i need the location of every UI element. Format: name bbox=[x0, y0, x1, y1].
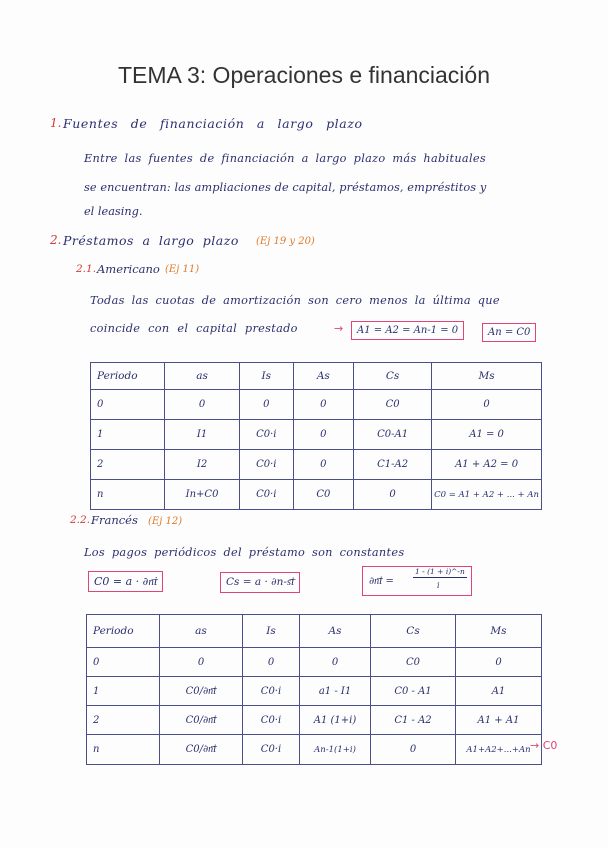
table-cell: I1 bbox=[165, 420, 240, 450]
table-cell: A1 bbox=[456, 677, 542, 706]
frances-formula-pending-capital: Cs = a · ∂n-s͞i bbox=[220, 572, 300, 593]
table-cell: C0 = A1 + A2 + ... + An bbox=[432, 480, 542, 510]
americano-amortization-table bbox=[90, 362, 542, 510]
frances-body: Los pagos periódicos del préstamo son constantes bbox=[84, 546, 405, 559]
subsection-americano-title: Americano bbox=[97, 262, 160, 276]
table-header-row bbox=[91, 363, 542, 390]
table-cell: In+C0 bbox=[165, 480, 240, 510]
table-header-cell: as bbox=[165, 363, 240, 390]
table-cell: I2 bbox=[165, 450, 240, 480]
table-cell: A1 + A1 bbox=[456, 706, 542, 735]
americano-formula-last-amortization: An = C0 bbox=[482, 323, 536, 342]
table-header-cell: Cs bbox=[371, 615, 456, 648]
table-cell: 0 bbox=[87, 648, 160, 677]
table-cell: a1 - I1 bbox=[300, 677, 371, 706]
table-cell: 1 bbox=[87, 677, 160, 706]
frances-total-arrow: → C0 bbox=[530, 739, 558, 752]
table-cell: C0·i bbox=[243, 706, 300, 735]
table-cell: C0 bbox=[293, 480, 353, 510]
table-cell: n bbox=[87, 735, 160, 765]
table-cell: 2 bbox=[87, 706, 160, 735]
table-cell: 0 bbox=[160, 648, 243, 677]
frances-amortization-table bbox=[86, 614, 542, 765]
table-cell: C1 - A2 bbox=[371, 706, 456, 735]
table-cell: C0/∂n͞i bbox=[160, 677, 243, 706]
table-cell: C0·i bbox=[243, 677, 300, 706]
table-cell: 0 bbox=[456, 648, 542, 677]
section2-exercise-ref: (Ej 19 y 20) bbox=[256, 236, 315, 247]
table-row bbox=[91, 480, 542, 510]
table-cell: 0 bbox=[293, 420, 353, 450]
table-header-row bbox=[87, 615, 542, 648]
table-cell: C0 bbox=[371, 648, 456, 677]
table-header-cell: as bbox=[160, 615, 243, 648]
table-header-cell: As bbox=[300, 615, 371, 648]
subsection-frances-ref: (Ej 12) bbox=[148, 516, 183, 527]
table-cell: C1-A2 bbox=[353, 450, 431, 480]
americano-formula-zero-amortizations: A1 = A2 = An-1 = 0 bbox=[351, 321, 464, 340]
subsection-frances-title: Francés bbox=[91, 513, 138, 527]
table-cell: C0-A1 bbox=[353, 420, 431, 450]
table-cell: 0 bbox=[243, 648, 300, 677]
table-cell: C0·i bbox=[243, 735, 300, 765]
table-cell: 2 bbox=[91, 450, 165, 480]
table-cell: C0 - A1 bbox=[371, 677, 456, 706]
table-cell: 0 bbox=[432, 390, 542, 420]
americano-body-line2: coincide con el capital prestado bbox=[90, 322, 298, 335]
table-cell: 0 bbox=[293, 390, 353, 420]
table-cell: 0 bbox=[300, 648, 371, 677]
table-cell: C0·i bbox=[239, 450, 293, 480]
table-cell: A1 + A2 = 0 bbox=[432, 450, 542, 480]
frances-formula-annuity-factor bbox=[362, 566, 472, 596]
table-header-cell: Is bbox=[243, 615, 300, 648]
frances-formula-initial-capital: C0 = a · ∂n͞i bbox=[88, 571, 163, 592]
table-cell: A1 = 0 bbox=[432, 420, 542, 450]
table-cell: n bbox=[91, 480, 165, 510]
table-cell: C0·i bbox=[239, 420, 293, 450]
table-header-cell: Cs bbox=[353, 363, 431, 390]
annuity-factor-numerator: 1 - (1 + i)^-n bbox=[415, 567, 465, 576]
subsection-americano-ref: (Ej 11) bbox=[165, 264, 200, 275]
table-cell: C0 bbox=[353, 390, 431, 420]
table-header-cell: As bbox=[293, 363, 353, 390]
annuity-factor-lhs: ∂n͞i = bbox=[369, 576, 394, 587]
table-cell: 0 bbox=[353, 480, 431, 510]
table-cell: A1 (1+i) bbox=[300, 706, 371, 735]
subsection-frances-number: 2.2. bbox=[70, 514, 91, 526]
table-cell: An-1(1+i) bbox=[300, 735, 371, 765]
section2-number: 2. bbox=[50, 233, 62, 247]
annuity-factor-denominator: i bbox=[437, 581, 440, 590]
table-row bbox=[87, 735, 542, 765]
table-cell: C0·i bbox=[239, 480, 293, 510]
section1-heading: Fuentes de financiación a largo plazo bbox=[63, 116, 363, 131]
table-header-cell: Is bbox=[239, 363, 293, 390]
table-row bbox=[91, 390, 542, 420]
table-cell: C0/∂n͞i bbox=[160, 735, 243, 765]
table-cell: 0 bbox=[165, 390, 240, 420]
table-row bbox=[87, 706, 542, 735]
section2-heading: Préstamos a largo plazo bbox=[63, 233, 239, 248]
table-row bbox=[91, 420, 542, 450]
table-cell: 1 bbox=[91, 420, 165, 450]
table-row bbox=[87, 648, 542, 677]
table-header-cell: Periodo bbox=[91, 363, 165, 390]
section1-body-line3: el leasing. bbox=[84, 205, 143, 218]
subsection-americano-number: 2.1. bbox=[76, 263, 97, 275]
table-cell: 0 bbox=[293, 450, 353, 480]
americano-body-line1: Todas las cuotas de amortización son cero menos la última que bbox=[90, 294, 500, 307]
table-cell: 0 bbox=[371, 735, 456, 765]
arrow-icon: → bbox=[334, 322, 344, 335]
table-cell: C0/∂n͞i bbox=[160, 706, 243, 735]
table-header-cell: Ms bbox=[432, 363, 542, 390]
table-row bbox=[87, 677, 542, 706]
section1-number: 1. bbox=[50, 116, 62, 130]
page-title: TEMA 3: Operaciones e financiación bbox=[117, 62, 491, 88]
table-cell: A1+A2+...+An bbox=[456, 735, 542, 765]
table-cell: 0 bbox=[91, 390, 165, 420]
section1-body-line1: Entre las fuentes de financiación a largo plazo más habituales bbox=[84, 152, 486, 165]
table-row bbox=[91, 450, 542, 480]
section1-body-line2: se encuentran: las ampliaciones de capital, préstamos, empréstitos y bbox=[84, 181, 487, 194]
table-header-cell: Ms bbox=[456, 615, 542, 648]
table-header-cell: Periodo bbox=[87, 615, 160, 648]
table-cell: 0 bbox=[239, 390, 293, 420]
